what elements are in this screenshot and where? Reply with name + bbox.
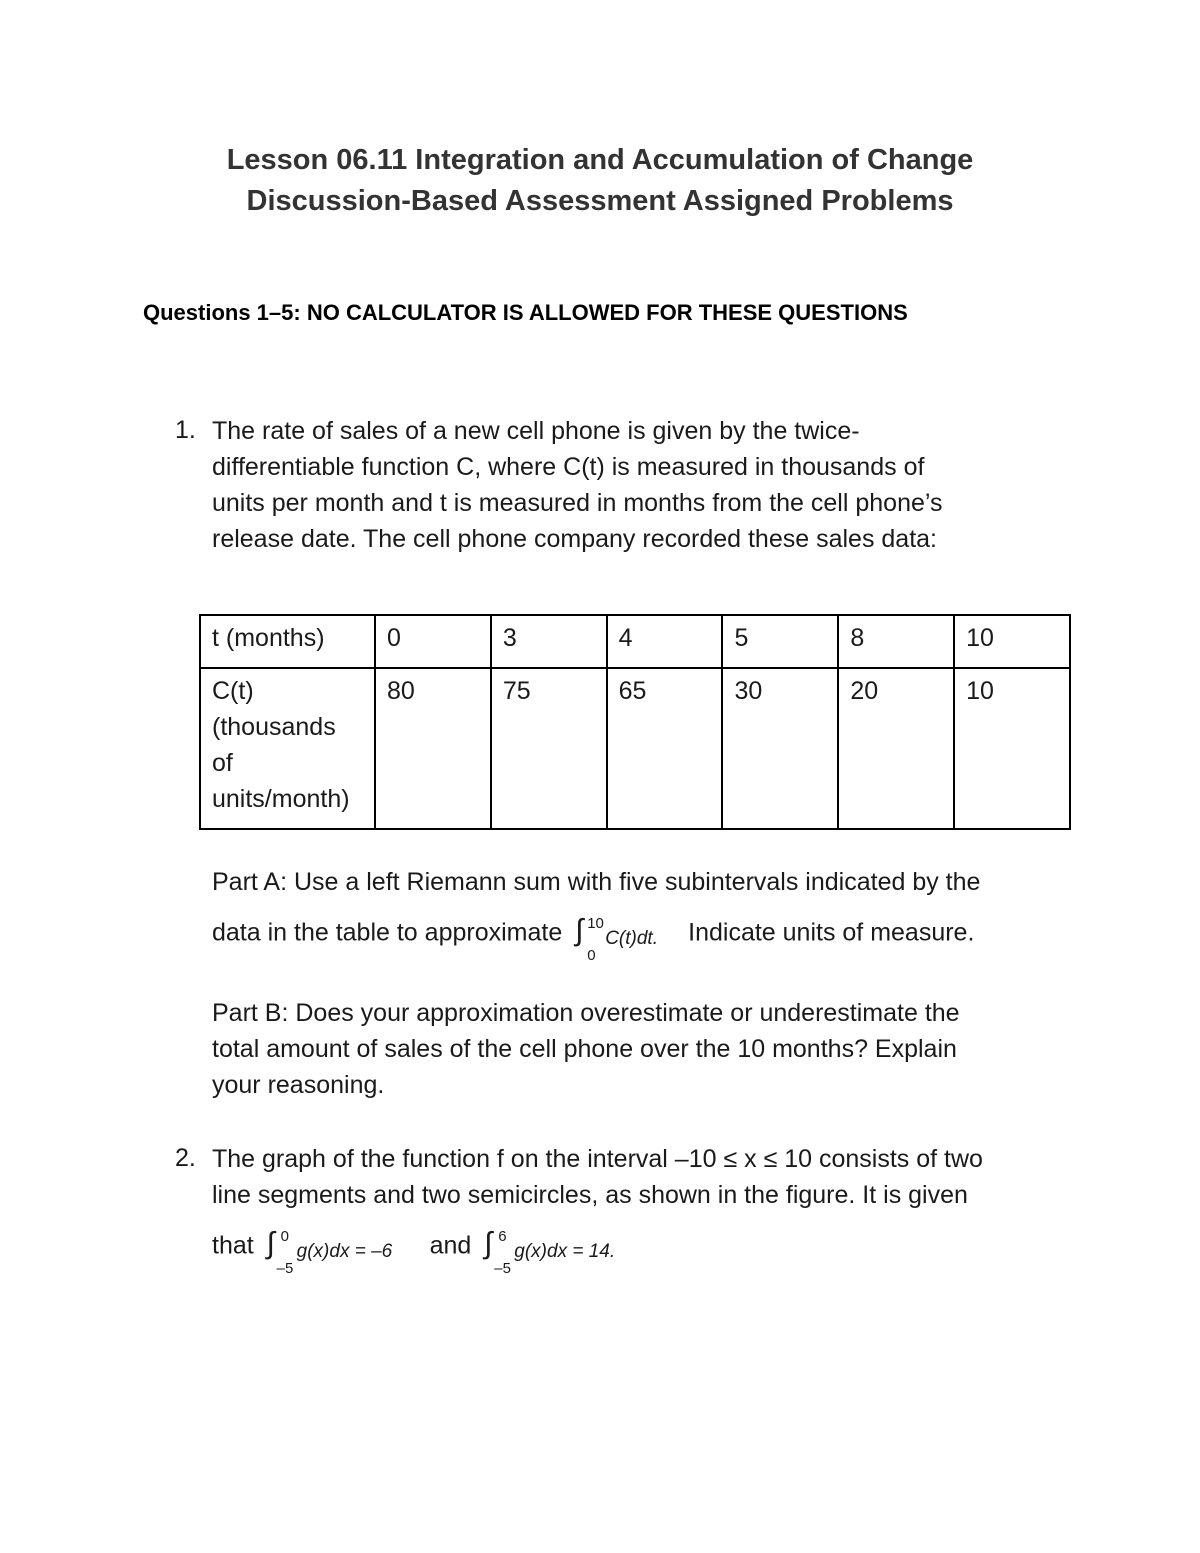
question-2-line-3-mid: and	[429, 1231, 472, 1260]
question-2-line-2: line segments and two semicircles, as shown in the figure. It is given	[212, 1181, 968, 1209]
question-2-number: 2.	[175, 1144, 196, 1172]
table-header-cell	[200, 668, 375, 829]
part-a-line-2-pre: data in the table to approximate	[212, 918, 563, 947]
integral-body: g(x)dx = –6	[296, 1241, 393, 1262]
table-cell: 4	[607, 615, 723, 668]
table-header-cell: t (months)	[200, 615, 375, 668]
part-a-line-2-post: Indicate units of measure.	[688, 918, 975, 947]
table-cell: 65	[607, 668, 723, 829]
section-header: Questions 1–5: NO CALCULATOR IS ALLOWED FOR THESE QUESTIONS	[143, 300, 908, 325]
question-2-line-3-pre: that	[212, 1231, 254, 1260]
table-cell: 80	[375, 668, 491, 829]
part-b-text	[212, 995, 960, 1103]
table-cell: 5	[722, 615, 838, 668]
table-cell: 3	[491, 615, 607, 668]
integral-sign: ∫	[484, 1227, 493, 1260]
integral-body: g(x)dx = 14.	[514, 1241, 616, 1262]
table-header-line: (thousands	[212, 713, 336, 741]
table-cell: 30	[722, 668, 838, 829]
question-1-text	[212, 413, 942, 557]
table-row	[200, 668, 1070, 829]
integral-body: C(t)dt.	[605, 928, 658, 949]
question-1-line-2: differentiable function C, where C(t) is measured in thousands of	[212, 453, 925, 481]
part-b-line-2: total amount of sales of the cell phone over the 10 months? Explain	[212, 1035, 957, 1063]
part-a-line-1: Part A: Use a left Riemann sum with five subintervals indicated by the	[212, 868, 981, 896]
table-cell: 10	[954, 615, 1070, 668]
question-1-line-1: The rate of sales of a new cell phone is given by the twice-	[212, 417, 860, 445]
integral-lower-limit: 0	[587, 947, 596, 964]
table-header-line: units/month)	[212, 785, 350, 813]
integral-upper-limit: 6	[498, 1228, 507, 1245]
sales-data-table	[199, 614, 1071, 830]
question-1-line-4: release date. The cell phone company recorded these sales data:	[212, 525, 937, 553]
question-1-number: 1.	[175, 416, 196, 444]
table-row	[200, 615, 1070, 668]
integral-expression	[575, 912, 675, 964]
integral-upper-limit: 0	[280, 1228, 289, 1245]
part-b-line-1: Part B: Does your approximation overestimate or underestimate the	[212, 999, 960, 1027]
integral-lower-limit: –5	[276, 1260, 294, 1277]
table-cell: 8	[838, 615, 954, 668]
integral-upper-limit: 10	[587, 915, 604, 932]
table-cell: 10	[954, 668, 1070, 829]
question-2-line-1: The graph of the function f on the interval –10 ≤ x ≤ 10 consists of two	[212, 1145, 983, 1173]
question-2-line-3	[212, 1225, 644, 1277]
integral-sign: ∫	[266, 1227, 275, 1260]
integral-lower-limit: –5	[494, 1260, 511, 1277]
page-subtitle: Discussion-Based Assessment Assigned Problems	[246, 185, 954, 217]
integral-sign: ∫	[575, 914, 584, 947]
question-1-line-3: units per month and t is measured in months from the cell phone’s	[212, 489, 943, 517]
table-cell: 75	[491, 668, 607, 829]
integral-expression-1	[266, 1225, 417, 1277]
part-b-line-3: your reasoning.	[212, 1071, 385, 1099]
part-a-line-2	[212, 912, 975, 964]
integral-expression-2	[484, 1225, 644, 1277]
table-header-line: C(t)	[212, 677, 254, 705]
table-header-line: of	[212, 749, 233, 777]
table-cell: 0	[375, 615, 491, 668]
page-title: Lesson 06.11 Integration and Accumulation of Change	[226, 144, 974, 176]
table-cell: 20	[838, 668, 954, 829]
